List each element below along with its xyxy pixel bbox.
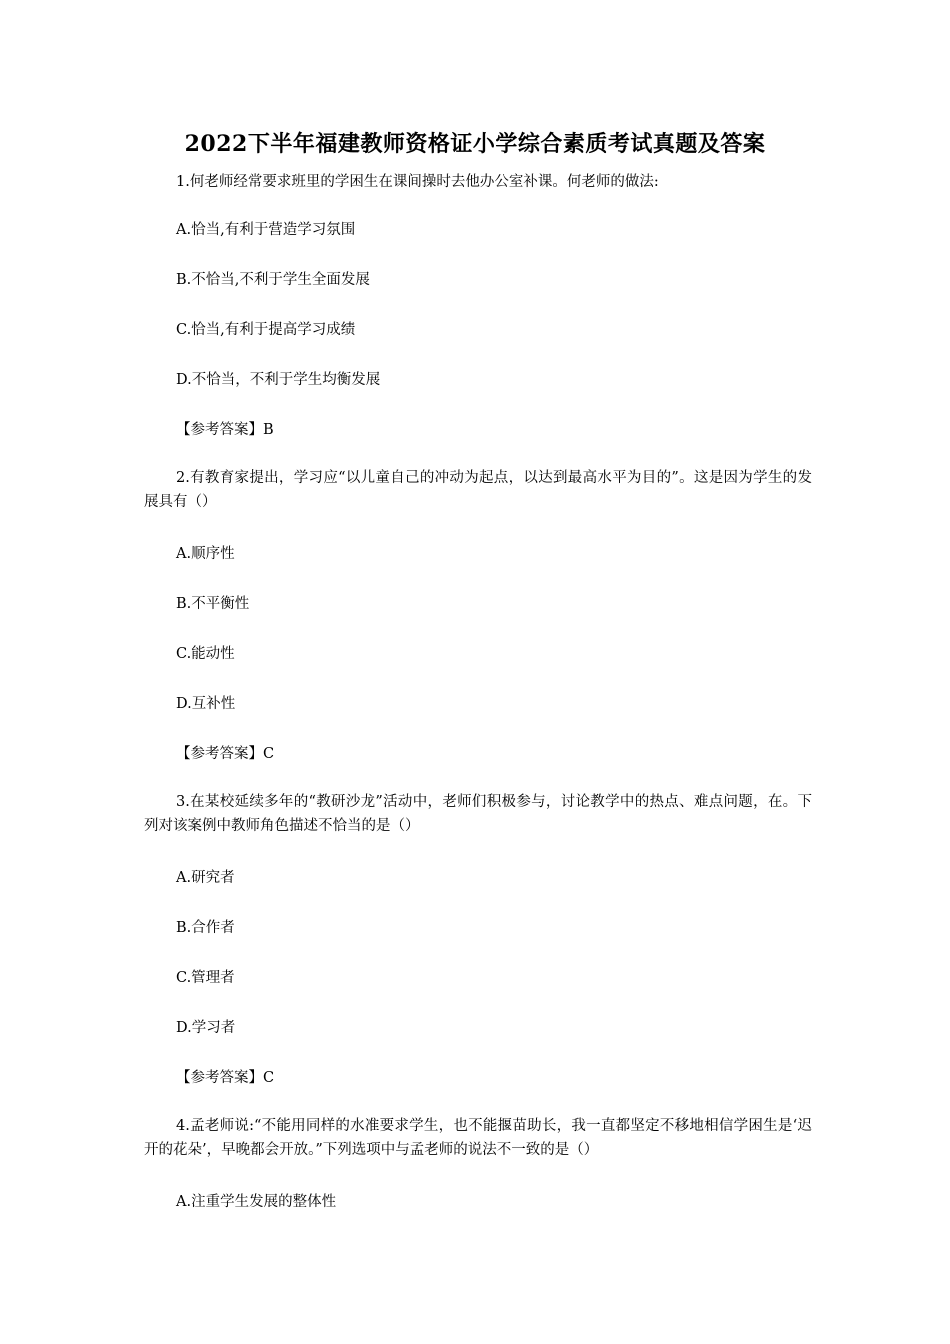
question-2-option-b: B.不平衡性 [176,596,250,612]
question-1-answer: 【参考答案】B [176,422,274,438]
question-4-stem: 4.孟老师说:“不能用同样的水准要求学生，也不能揠苗助长，我一直都坚定不移地相信学困生是‘迟开的花朵’，早晚都会开放。”下列选项中与孟老师的说法不一致的是（） [144,1118,812,1158]
question-2-option-a: A.顺序性 [176,546,235,562]
question-3-option-d: D.学习者 [176,1020,236,1036]
question-1-option-c: C.恰当,有利于提高学习成绩 [176,322,356,338]
question-3-option-c: C.管理者 [176,970,235,986]
question-1-option-a: A.恰当,有利于营造学习氛围 [176,222,356,238]
question-2-option-d: D.互补性 [176,696,236,712]
question-2-option-c: C.能动性 [176,646,235,662]
question-2-answer: 【参考答案】C [176,746,275,762]
question-4-option-a: A.注重学生发展的整体性 [176,1194,337,1210]
document-title: 2022下半年福建教师资格证小学综合素质考试真题及答案 [184,131,766,157]
question-1-option-d: D.不恰当，不利于学生均衡发展 [176,372,381,388]
question-1-stem: 1.何老师经常要求班里的学困生在课间操时去他办公室补课。何老师的做法: [176,174,659,190]
question-1-option-b: B.不恰当,不利于学生全面发展 [176,272,370,288]
question-3-option-b: B.合作者 [176,920,235,936]
question-3-option-a: A.研究者 [176,870,235,886]
question-3-answer: 【参考答案】C [176,1070,275,1086]
question-3-stem: 3.在某校延续多年的“教研沙龙”活动中，老师们积极参与，讨论教学中的热点、难点问题，在。下列对该案例中教师角色描述不恰当的是（） [144,794,812,834]
question-2-stem: 2.有教育家提出，学习应“以儿童自己的冲动为起点，以达到最高水平为目的”。这是因为学生的发展具有（） [144,470,812,510]
